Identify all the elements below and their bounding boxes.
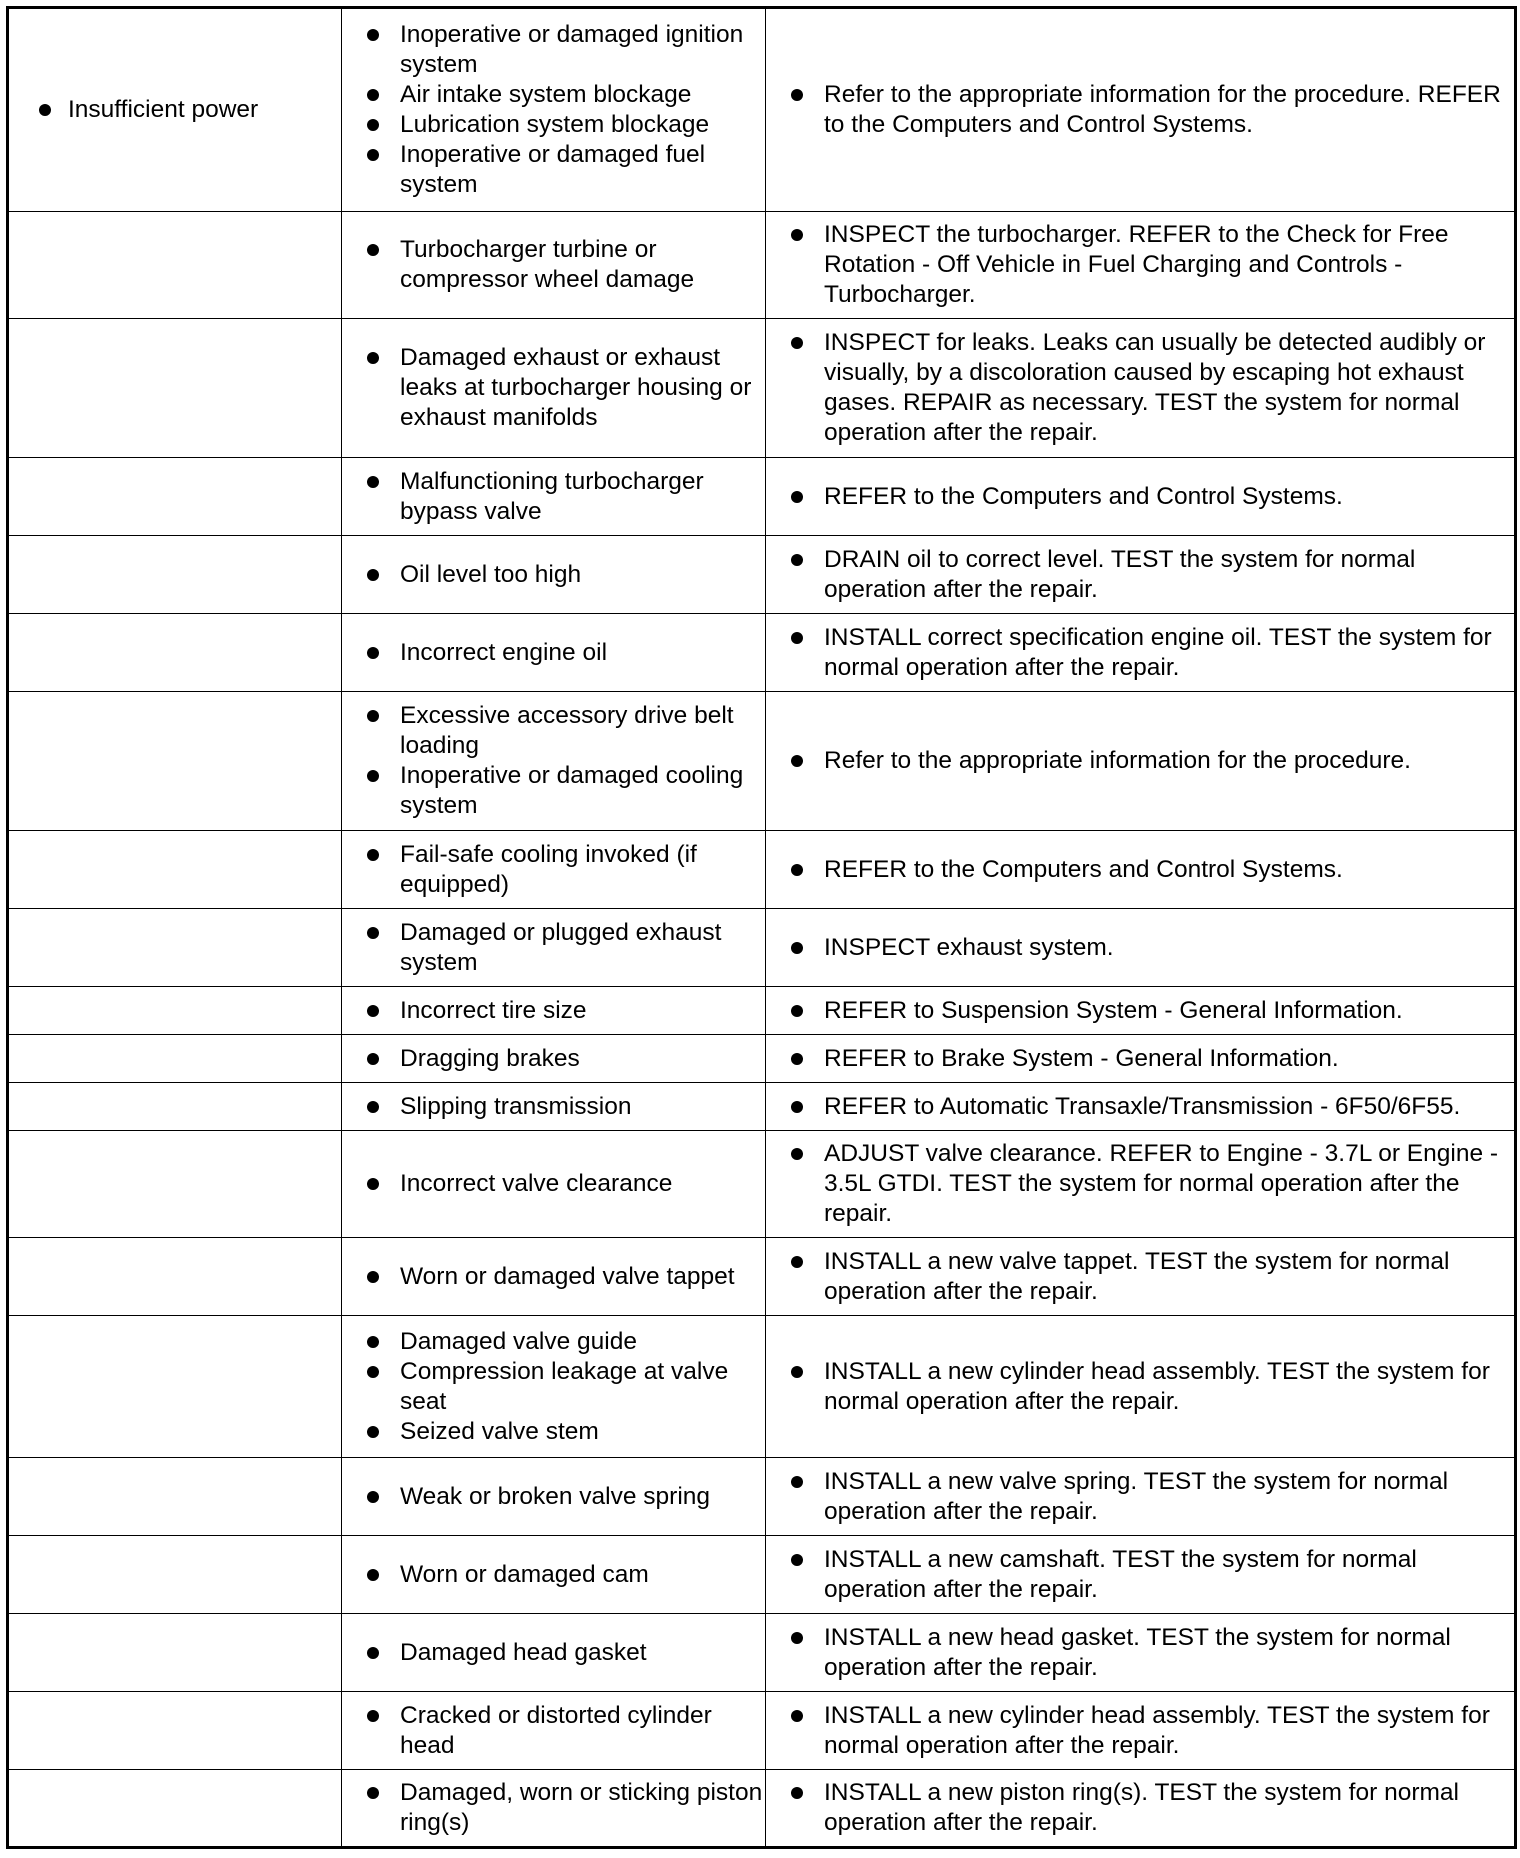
possible-source-item: Damaged, worn or sticking piston ring(s) (342, 1778, 765, 1838)
action-list (766, 1778, 1514, 1838)
possible-source-item: Weak or broken valve spring (342, 1482, 765, 1512)
symptom-cell (8, 1083, 342, 1131)
symptom-cell (8, 1536, 342, 1614)
action-list (766, 80, 1514, 140)
possible-source-list (342, 918, 765, 978)
possible-source-item: Fail-safe cooling invoked (if equipped) (342, 840, 765, 900)
action-cell (766, 1692, 1516, 1770)
possible-source-list (342, 840, 765, 900)
table-row (8, 1131, 1516, 1238)
action-item: INSTALL a new valve tappet. TEST the system for normal operation after the repair. (766, 1247, 1514, 1307)
table-row (8, 1458, 1516, 1536)
table-row (8, 987, 1516, 1035)
possible-source-list (342, 343, 765, 433)
action-item: INSPECT the turbocharger. REFER to the Check for Free Rotation - Off Vehicle in Fuel Charging and Controls - Turbocharger. (766, 220, 1514, 310)
action-cell (766, 1316, 1516, 1458)
action-item: REFER to the Computers and Control Systems. (766, 482, 1514, 512)
table-row (8, 1770, 1516, 1848)
action-item: INSTALL a new cylinder head assembly. TEST the system for normal operation after the repair. (766, 1357, 1514, 1417)
symptom-cell (8, 987, 342, 1035)
action-item: INSPECT for leaks. Leaks can usually be detected audibly or visually, by a discoloration caused by escaping hot exhaust gases. REPAIR as necessary. TEST the system for normal operation after the repair. (766, 328, 1514, 448)
possible-source-cell (342, 319, 766, 458)
diagnostic-table (6, 6, 1517, 1849)
action-list (766, 1701, 1514, 1761)
action-item: INSTALL a new camshaft. TEST the system for normal operation after the repair. (766, 1545, 1514, 1605)
possible-source-cell (342, 1692, 766, 1770)
possible-source-list (342, 1092, 765, 1122)
table-row (8, 8, 1516, 212)
action-item: Refer to the appropriate information for the procedure. REFER to the Computers and Control Systems. (766, 80, 1514, 140)
table-row (8, 536, 1516, 614)
table-row (8, 909, 1516, 987)
possible-source-list (342, 1560, 765, 1590)
action-cell (766, 1536, 1516, 1614)
action-cell (766, 1238, 1516, 1316)
symptom-cell (8, 614, 342, 692)
action-item: REFER to Suspension System - General Information. (766, 996, 1514, 1026)
action-list (766, 996, 1514, 1026)
possible-source-cell (342, 1131, 766, 1238)
possible-source-list (342, 1262, 765, 1292)
action-list (766, 933, 1514, 963)
possible-source-list (342, 638, 765, 668)
action-list (766, 746, 1514, 776)
action-list (766, 328, 1514, 448)
possible-source-item: Inoperative or damaged ignition system (342, 20, 765, 80)
possible-source-item: Inoperative or damaged cooling system (342, 761, 765, 821)
possible-source-cell (342, 212, 766, 319)
possible-source-list (342, 996, 765, 1026)
possible-source-item: Lubrication system blockage (342, 110, 765, 140)
action-cell (766, 212, 1516, 319)
possible-source-cell (342, 614, 766, 692)
possible-source-cell (342, 1035, 766, 1083)
table-row (8, 1083, 1516, 1131)
possible-source-list (342, 1638, 765, 1668)
action-list (766, 1357, 1514, 1417)
action-list (766, 545, 1514, 605)
action-item: DRAIN oil to correct level. TEST the system for normal operation after the repair. (766, 545, 1514, 605)
possible-source-cell (342, 1458, 766, 1536)
action-list (766, 1623, 1514, 1683)
possible-source-cell (342, 458, 766, 536)
possible-source-item: Worn or damaged valve tappet (342, 1262, 765, 1292)
symptom-cell (8, 536, 342, 614)
possible-source-cell (342, 1316, 766, 1458)
action-item: INSTALL a new cylinder head assembly. TEST the system for normal operation after the repair. (766, 1701, 1514, 1761)
action-cell (766, 1083, 1516, 1131)
possible-source-item: Malfunctioning turbocharger bypass valve (342, 467, 765, 527)
action-cell (766, 1770, 1516, 1848)
possible-source-item: Damaged head gasket (342, 1638, 765, 1668)
symptom-cell (8, 1614, 342, 1692)
action-cell (766, 1131, 1516, 1238)
action-item: INSPECT exhaust system. (766, 933, 1514, 963)
possible-source-item: Worn or damaged cam (342, 1560, 765, 1590)
action-list (766, 482, 1514, 512)
action-list (766, 1139, 1514, 1229)
possible-source-cell (342, 536, 766, 614)
symptom-cell (8, 692, 342, 831)
symptom-cell (8, 1458, 342, 1536)
symptom-cell (8, 8, 342, 212)
table-row (8, 319, 1516, 458)
possible-source-cell (342, 1238, 766, 1316)
action-cell (766, 909, 1516, 987)
action-item: REFER to Automatic Transaxle/Transmission - 6F50/6F55. (766, 1092, 1514, 1122)
possible-source-cell (342, 909, 766, 987)
diagnostic-table-container (6, 6, 1517, 1849)
symptom-list (34, 95, 341, 125)
possible-source-list (342, 20, 765, 200)
possible-source-item: Air intake system blockage (342, 80, 765, 110)
possible-source-list (342, 1169, 765, 1199)
possible-source-cell (342, 8, 766, 212)
possible-source-list (342, 1778, 765, 1838)
symptom-cell (8, 909, 342, 987)
action-cell (766, 1035, 1516, 1083)
action-cell (766, 692, 1516, 831)
table-row (8, 1035, 1516, 1083)
symptom-cell (8, 1131, 342, 1238)
symptom-cell (8, 319, 342, 458)
possible-source-item: Incorrect tire size (342, 996, 765, 1026)
possible-source-list (342, 467, 765, 527)
table-row (8, 1536, 1516, 1614)
action-item: REFER to the Computers and Control Systems. (766, 855, 1514, 885)
table-row (8, 458, 1516, 536)
possible-source-item: Turbocharger turbine or compressor wheel damage (342, 235, 765, 295)
possible-source-cell (342, 987, 766, 1035)
possible-source-list (342, 1482, 765, 1512)
possible-source-item: Slipping transmission (342, 1092, 765, 1122)
possible-source-list (342, 1327, 765, 1447)
action-list (766, 855, 1514, 885)
diagnostic-table-body (8, 8, 1516, 1848)
action-cell (766, 536, 1516, 614)
table-row (8, 1238, 1516, 1316)
symptom-item: Insufficient power (34, 95, 341, 125)
possible-source-cell (342, 692, 766, 831)
table-row (8, 1316, 1516, 1458)
action-list (766, 1247, 1514, 1307)
possible-source-item: Dragging brakes (342, 1044, 765, 1074)
symptom-cell (8, 831, 342, 909)
table-row (8, 1692, 1516, 1770)
action-list (766, 1545, 1514, 1605)
table-row (8, 1614, 1516, 1692)
possible-source-item: Damaged or plugged exhaust system (342, 918, 765, 978)
action-list (766, 1044, 1514, 1074)
action-cell (766, 614, 1516, 692)
possible-source-item: Incorrect valve clearance (342, 1169, 765, 1199)
symptom-cell (8, 1238, 342, 1316)
possible-source-item: Oil level too high (342, 560, 765, 590)
table-row (8, 614, 1516, 692)
action-cell (766, 831, 1516, 909)
possible-source-item: Incorrect engine oil (342, 638, 765, 668)
possible-source-item: Cracked or distorted cylinder head (342, 1701, 765, 1761)
action-item: INSTALL a new piston ring(s). TEST the system for normal operation after the repair. (766, 1778, 1514, 1838)
possible-source-cell (342, 1083, 766, 1131)
symptom-cell (8, 458, 342, 536)
possible-source-cell (342, 1614, 766, 1692)
action-cell (766, 987, 1516, 1035)
symptom-cell (8, 1692, 342, 1770)
action-cell (766, 1614, 1516, 1692)
action-list (766, 623, 1514, 683)
possible-source-list (342, 1701, 765, 1761)
possible-source-list (342, 1044, 765, 1074)
possible-source-item: Seized valve stem (342, 1417, 765, 1447)
action-list (766, 1467, 1514, 1527)
table-row (8, 831, 1516, 909)
possible-source-item: Damaged valve guide (342, 1327, 765, 1357)
possible-source-list (342, 235, 765, 295)
possible-source-item: Damaged exhaust or exhaust leaks at turbocharger housing or exhaust manifolds (342, 343, 765, 433)
action-list (766, 1092, 1514, 1122)
possible-source-cell (342, 1770, 766, 1848)
action-item: INSTALL a new valve spring. TEST the system for normal operation after the repair. (766, 1467, 1514, 1527)
possible-source-item: Excessive accessory drive belt loading (342, 701, 765, 761)
possible-source-cell (342, 831, 766, 909)
action-item: REFER to Brake System - General Information. (766, 1044, 1514, 1074)
possible-source-item: Compression leakage at valve seat (342, 1357, 765, 1417)
symptom-cell (8, 1770, 342, 1848)
action-item: Refer to the appropriate information for the procedure. (766, 746, 1514, 776)
symptom-cell (8, 1035, 342, 1083)
action-cell (766, 1458, 1516, 1536)
action-item: INSTALL a new head gasket. TEST the system for normal operation after the repair. (766, 1623, 1514, 1683)
action-cell (766, 8, 1516, 212)
possible-source-cell (342, 1536, 766, 1614)
possible-source-list (342, 701, 765, 821)
action-item: INSTALL correct specification engine oil. TEST the system for normal operation after the repair. (766, 623, 1514, 683)
symptom-cell (8, 1316, 342, 1458)
action-cell (766, 458, 1516, 536)
symptom-cell (8, 212, 342, 319)
action-list (766, 220, 1514, 310)
possible-source-list (342, 560, 765, 590)
possible-source-item: Inoperative or damaged fuel system (342, 140, 765, 200)
table-row (8, 692, 1516, 831)
action-cell (766, 319, 1516, 458)
table-row (8, 212, 1516, 319)
action-item: ADJUST valve clearance. REFER to Engine - 3.7L or Engine - 3.5L GTDI. TEST the system for normal operation after the repair. (766, 1139, 1514, 1229)
